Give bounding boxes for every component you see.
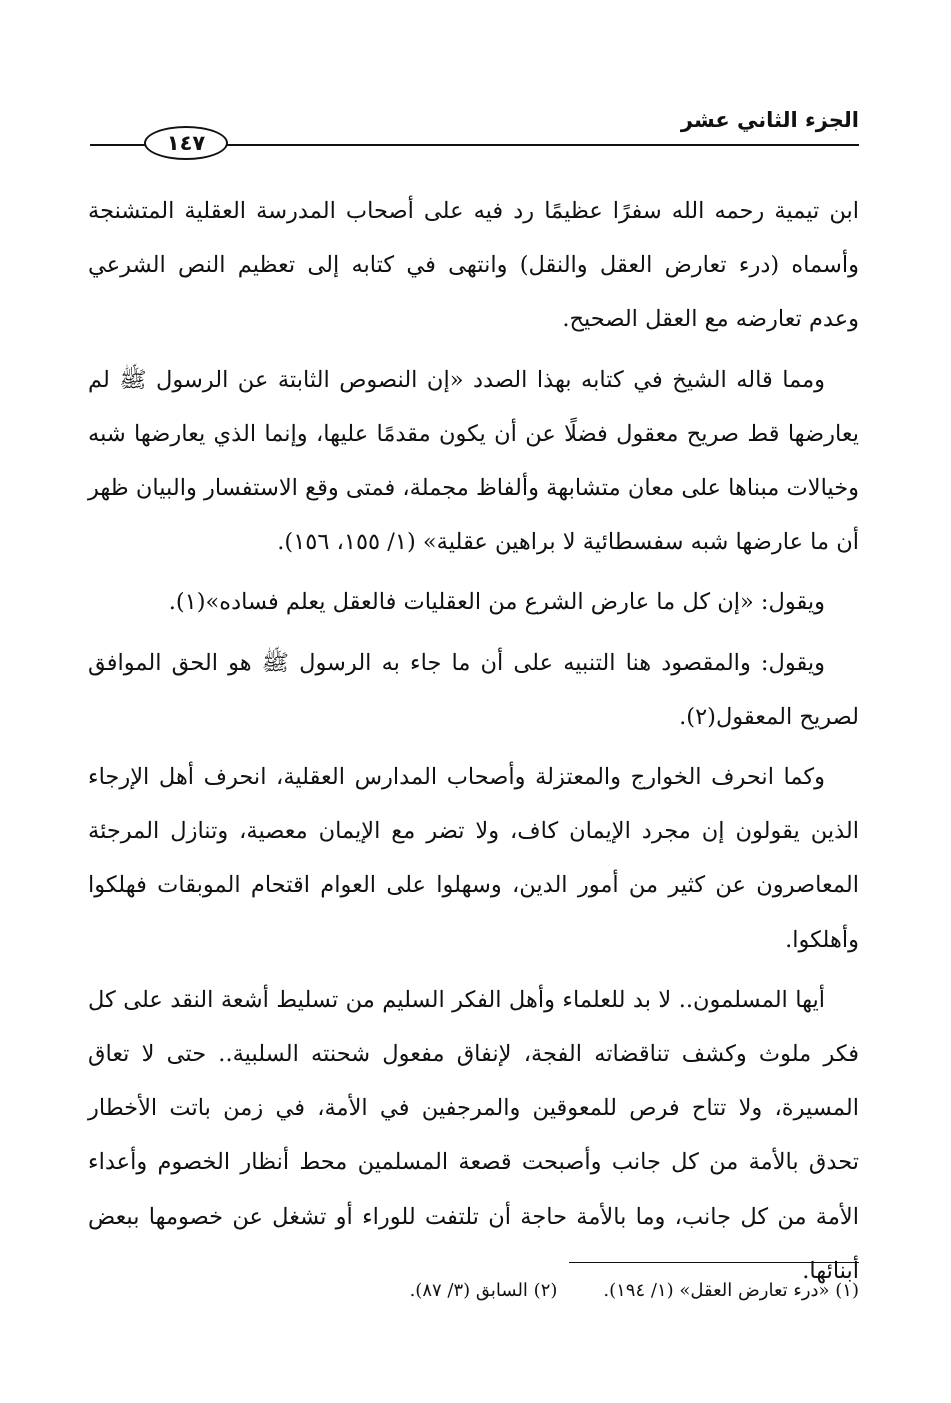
footnotes (88, 1280, 859, 1301)
paragraph: ومما قاله الشيخ في كتابه بهذا الصدد «إن النصوص الثابتة عن الرسول ﷺ لم يعارضها قط صريح معقول فضلًا عن أن يكون مقدمًا عليها، وإنما الذي يعارضها شبه وخيالات مبناها على معان متشابهة وألفاظ مجملة، فمتى وقع الاستفسار والبيان ظهر أن ما عارضها شبه سفسطائية لا براهين عقلية» (١/ ١٥٥، ١٥٦). (88, 366, 859, 556)
paragraph: ابن تيمية رحمه الله سفرًا عظيمًا رد فيه على أصحاب المدرسة العقلية المتشنجة وأسماه (درء تعارض العقل والنقل) وانتهى في كتابه إلى تعظيم النص الشرعي وعدم تعارضه مع العقل الصحيح. (88, 198, 859, 333)
paragraph: أيها المسلمون.. لا بد للعلماء وأهل الفكر السليم من تسليط أشعة النقد على كل فكر ملوث وكشف تناقضاته الفجة، لإنفاق مفعول شحنته السلبية.. حتى لا تعاق المسيرة، ولا تتاح فرص للمعوقين والمرجفين في الأمة، في زمن باتت الأخطار تحدق بالأمة من كل جانب وأصبحت قصعة المسلمين محط أنظار الخصوم وأعداء الأمة من كل جانب، وما بالأمة حاجة أن تلتفت للوراء أو تشغل عن خصومها ببعض أبنائها. (88, 986, 859, 1284)
page-number: ١٤٧ (144, 126, 228, 160)
paragraph: وكما انحرف الخوارج والمعتزلة وأصحاب المدارس العقلية، انحرف أهل الإرجاء الذين يقولون إن مجرد الإيمان كاف، ولا تضر مع الإيمان معصية، وتنازل المرجئة المعاصرون عن كثير من أمور الدين، وسهلوا على العوام اقتحام الموبقات فهلكوا وأهلكوا. (88, 764, 859, 953)
footnote: (٢) السابق (٣/ ٨٧). (409, 1280, 558, 1301)
body-text (88, 184, 859, 1304)
footnote-rule (569, 1262, 859, 1263)
chapter-title: الجزء الثاني عشر (680, 108, 859, 132)
paragraph: ويقول: والمقصود هنا التنبيه على أن ما جاء به الرسول ﷺ هو الحق الموافق لصريح المعقول(٢). (88, 649, 859, 730)
page-header (90, 108, 859, 155)
footnote: (١) «درء تعارض العقل» (١/ ١٩٤). (603, 1280, 859, 1301)
paragraph: ويقول: «إن كل ما عارض الشرع من العقليات فالعقل يعلم فساده»(١). (168, 589, 825, 616)
